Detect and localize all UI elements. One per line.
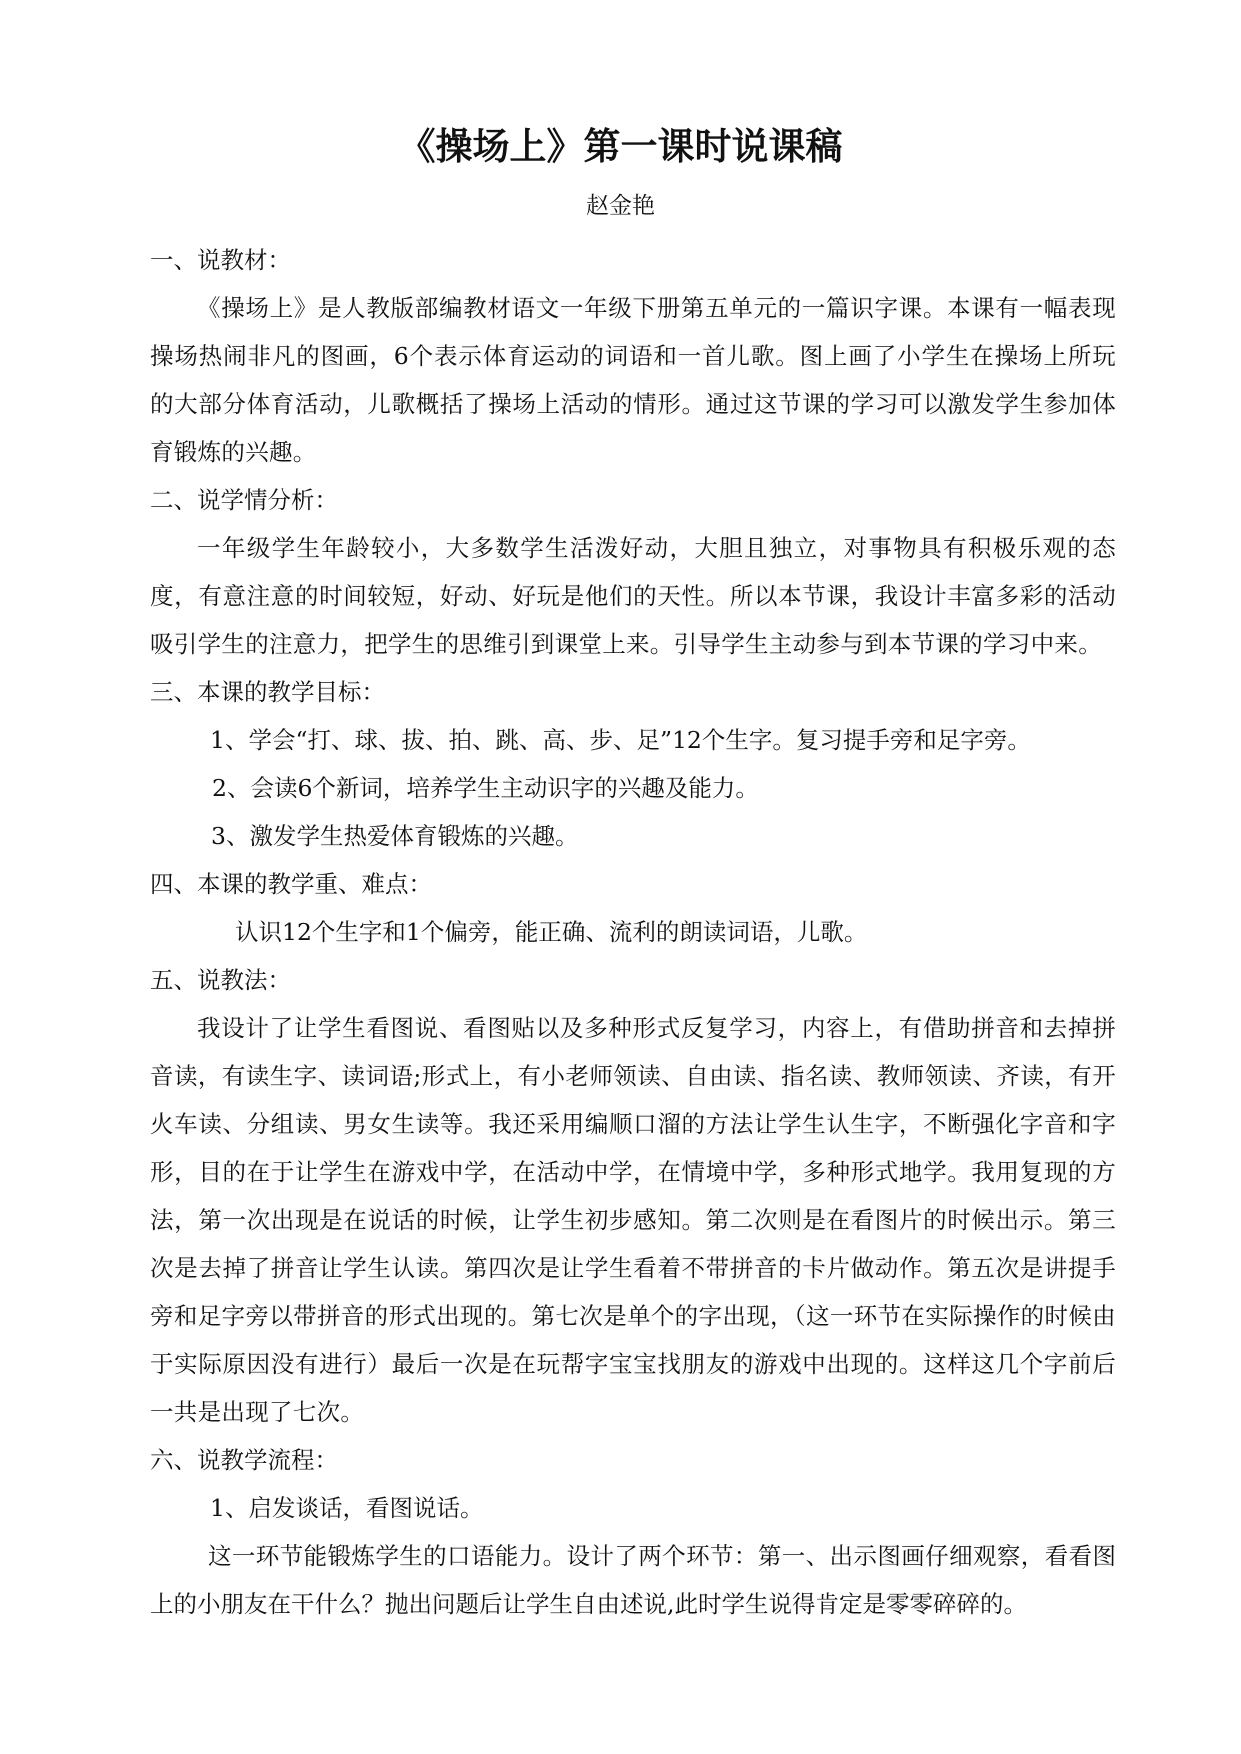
section-heading-teaching-method: 五、说教法： bbox=[150, 966, 291, 994]
process-step: 1、启发谈话，看图说话。 bbox=[210, 1494, 484, 1522]
section-heading-teaching-process: 六、说教学流程： bbox=[150, 1446, 338, 1474]
section-paragraph-learner-analysis: 一年级学生年龄较小，大多数学生活泼好动，大胆且独立，对事物具有积极乐观的态度，有意注意的时间较短，好动、好玩是他们的天性。所以本节课，我设计丰富多彩的活动吸引学生的注意力，把学生的思维引到课堂上来。引导学生主动参与到本节课的学习中来。 bbox=[150, 534, 1116, 658]
section-paragraph-teaching-process: 这一环节能锻炼学生的口语能力。设计了两个环节：第一、出示图画仔细观察，看看图上的小朋友在干什么？抛出问题后让学生自由述说,此时学生说得肯定是零零碎碎的。 bbox=[150, 1542, 1116, 1618]
section-heading-learner-analysis: 二、说学情分析： bbox=[150, 486, 338, 514]
section-heading-textbook: 一、说教材： bbox=[150, 246, 291, 274]
page-title: 《操场上》第一课时说课稿 bbox=[398, 125, 843, 168]
objective-item: 1、学会“打、球、拔、拍、跳、高、步、足”12个生字。复习提手旁和足字旁。 bbox=[210, 726, 1031, 754]
section-paragraph-teaching-method: 我设计了让学生看图说、看图贴以及多种形式反复学习，内容上，有借助拼音和去掉拼音读，有读生字、读词语;形式上，有小老师领读、自由读、指名读、教师领读、齐读，有开火车读、分组读、男女生读等。我还采用编顺口溜的方法让学生认生字，不断强化字音和字形，目的在于让学生在游戏中学，在活动中学，在情境中学，多种形式地学。我用复现的方法，第一次出现是在说话的时候，让学生初步感知。第二次则是在看图片的时候出示。第三次是去掉了拼音让学生认读。第四次是让学生看着不带拼音的卡片做动作。第五次是讲提手旁和足字旁以带拼音的形式出现的。第七次是单个的字出现，（这一环节在实际操作的时候由于实际原因没有进行）最后一次是在玩帮字宝宝找朋友的游戏中出现的。这样这几个字前后一共是出现了七次。 bbox=[150, 1014, 1116, 1426]
objective-item: 2、会读6个新词，培养学生主动识字的兴趣及能力。 bbox=[212, 774, 759, 802]
author-name: 赵金艳 bbox=[586, 193, 655, 219]
section-heading-objectives: 三、本课的教学目标： bbox=[150, 678, 385, 706]
objective-item: 3、激发学生热爱体育锻炼的兴趣。 bbox=[211, 822, 579, 850]
section-paragraph-textbook: 《操场上》是人教版部编教材语文一年级下册第五单元的一篇识字课。本课有一幅表现操场热闹非凡的图画，6个表示体育运动的词语和一首儿歌。图上画了小学生在操场上所玩的大部分体育活动，儿歌概括了操场上活动的情形。通过这节课的学习可以激发学生参加体育锻炼的兴趣。 bbox=[150, 294, 1116, 466]
section-heading-key-points: 四、本课的教学重、难点： bbox=[150, 870, 432, 898]
key-points-text: 认识12个生字和1个偏旁，能正确、流利的朗读词语，儿歌。 bbox=[235, 918, 868, 946]
document-body bbox=[150, 236, 1116, 1628]
